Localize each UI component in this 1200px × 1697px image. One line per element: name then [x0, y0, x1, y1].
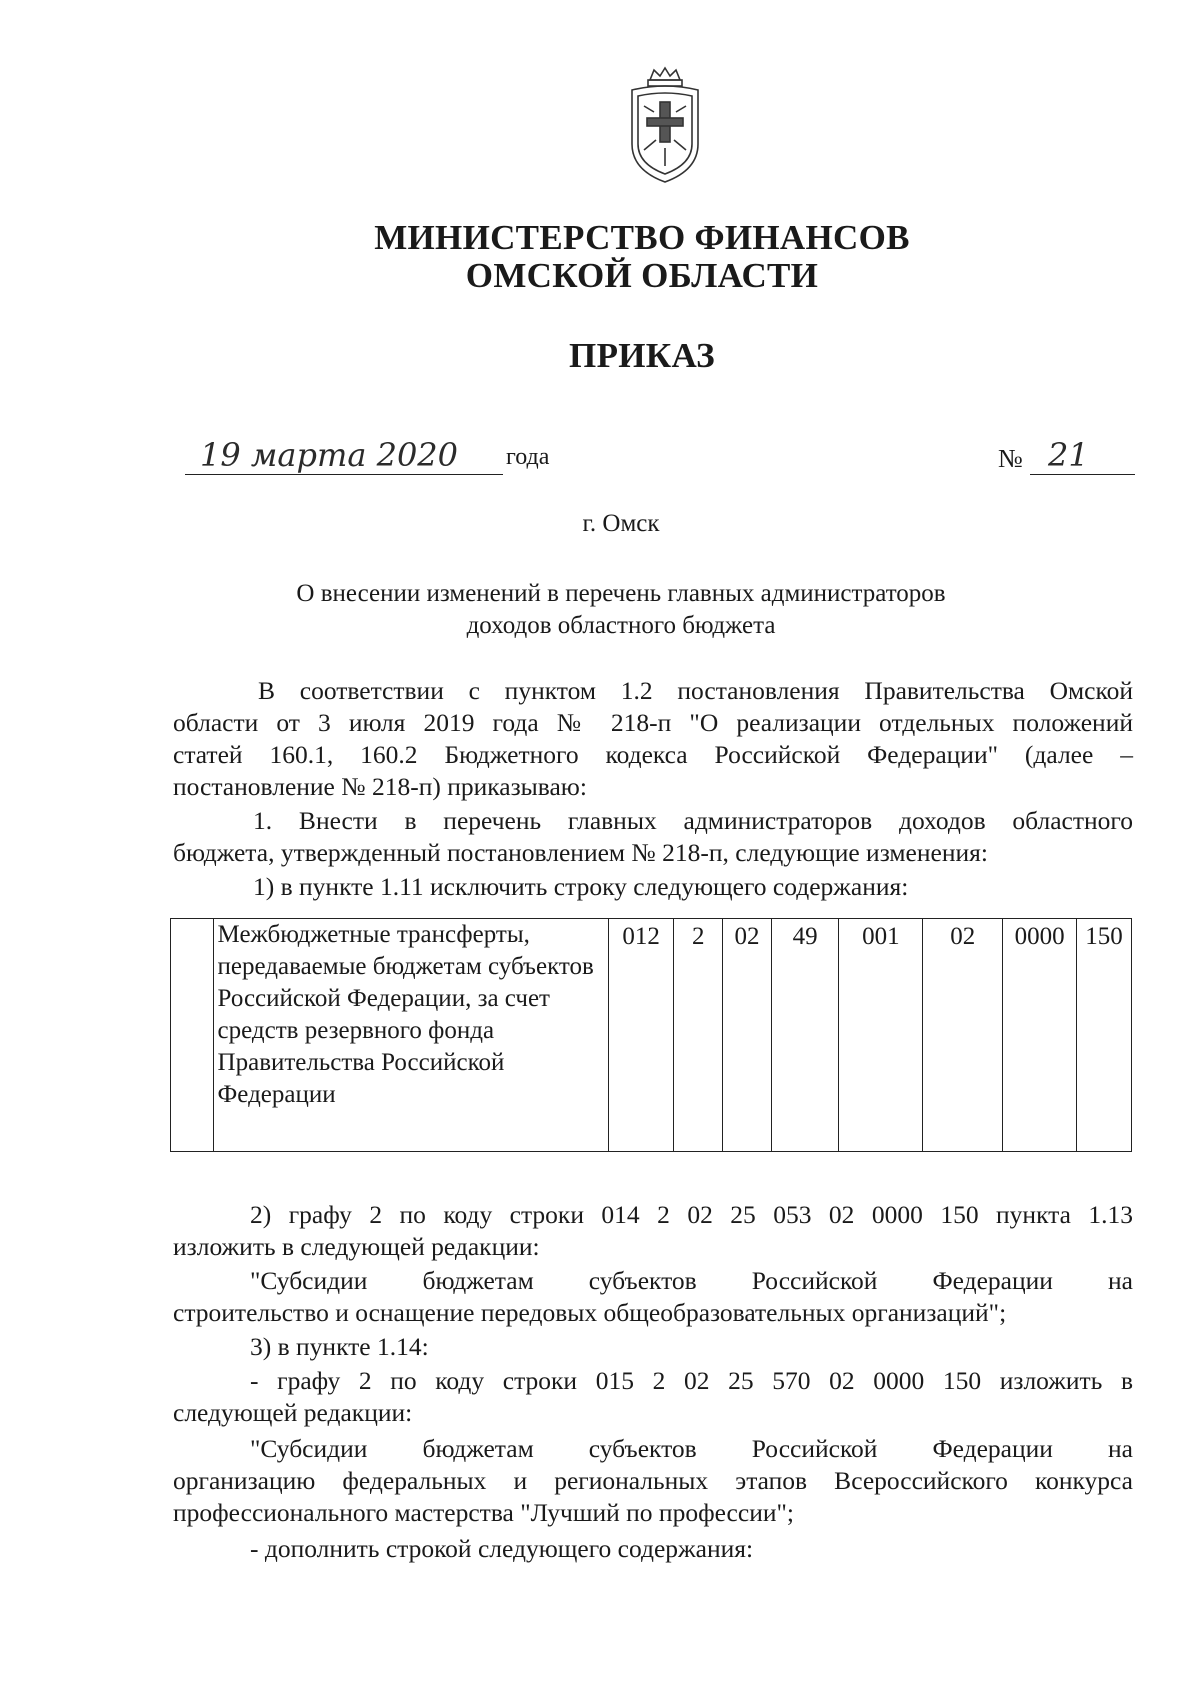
document-type-title: ПРИКАЗ: [569, 336, 715, 375]
handwritten-number: 21: [1048, 436, 1089, 474]
table-row: [171, 919, 1132, 1152]
paragraph-2-line-1: 1. Внести в перечень главных администраторов доходов областного: [253, 806, 1133, 835]
paragraph-7-line-2: следующей редакции:: [173, 1398, 413, 1427]
paragraph-4-line-1: 2) графу 2 по коду строки 014 2 02 25 053 02 0000 150 пункта 1.13: [250, 1200, 1133, 1229]
paragraph-8-line-1: "Субсидии бюджетам субъектов Российской Федерации на: [250, 1434, 1133, 1463]
organization-name-line-2: ОМСКОЙ ОБЛАСТИ: [465, 256, 819, 295]
table-cell-code-3: 02: [723, 919, 772, 1152]
paragraph-1-line-4: постановление № 218-п) приказываю:: [173, 772, 587, 801]
removed-row-table: [170, 918, 1132, 1152]
table-cell-code-7: 0000: [1003, 919, 1077, 1152]
table-cell-code-6: 02: [923, 919, 1003, 1152]
paragraph-3: 1) в пункте 1.11 исключить строку следующего содержания:: [253, 872, 909, 901]
table-cell-code-1: 012: [608, 919, 673, 1152]
table-cell-code-4: 49: [771, 919, 838, 1152]
paragraph-8-line-3: профессионального мастерства "Лучший по профессии";: [173, 1498, 794, 1527]
paragraph-5-line-1: "Субсидии бюджетам субъектов Российской Федерации на: [250, 1266, 1133, 1295]
paragraph-4-line-2: изложить в следующей редакции:: [173, 1232, 540, 1261]
subject-line-2: доходов областного бюджета: [466, 612, 776, 639]
table-cell-code-2: 2: [674, 919, 723, 1152]
paragraph-1-line-1: В соответствии с пунктом 1.2 постановления Правительства Омской: [258, 676, 1133, 705]
paragraph-7-line-1: - графу 2 по коду строки 015 2 02 25 570 02 0000 150 изложить в: [250, 1366, 1133, 1395]
table-cell-blank: [171, 919, 214, 1152]
table-cell-code-8: 150: [1076, 919, 1131, 1152]
handwritten-date: 19 марта 2020: [200, 436, 459, 474]
number-label: №: [998, 444, 1023, 473]
date-suffix: года: [506, 444, 550, 470]
paragraph-8-line-2: организацию федеральных и региональных этапов Всероссийского конкурса: [173, 1466, 1133, 1495]
paragraph-9: - дополнить строкой следующего содержания:: [250, 1534, 754, 1563]
paragraph-5-line-2: строительство и оснащение передовых общеобразовательных организаций";: [173, 1298, 1007, 1327]
subject-line-1: О внесении изменений в перечень главных администраторов: [296, 580, 946, 607]
paragraph-6: 3) в пункте 1.14:: [250, 1332, 429, 1361]
table-cell-name: Межбюджетные трансферты, передаваемые бюджетам субъектов Российской Федерации, за счет средств резервного фонда Правительства Российской Федерации: [213, 919, 608, 1152]
table-cell-code-5: 001: [839, 919, 923, 1152]
coat-of-arms-emblem: [620, 66, 710, 186]
paragraph-1-line-3: статей 160.1, 160.2 Бюджетного кодекса Российской Федерации" (далее –: [173, 740, 1133, 769]
organization-name-line-1: МИНИСТЕРСТВО ФИНАНСОВ: [374, 218, 910, 257]
city-line: г. Омск: [582, 510, 660, 537]
paragraph-2-line-2: бюджета, утвержденный постановлением № 218-п, следующие изменения:: [173, 838, 988, 867]
paragraph-1-line-2: области от 3 июля 2019 года № 218-п "О реализации отдельных положений: [173, 708, 1133, 737]
